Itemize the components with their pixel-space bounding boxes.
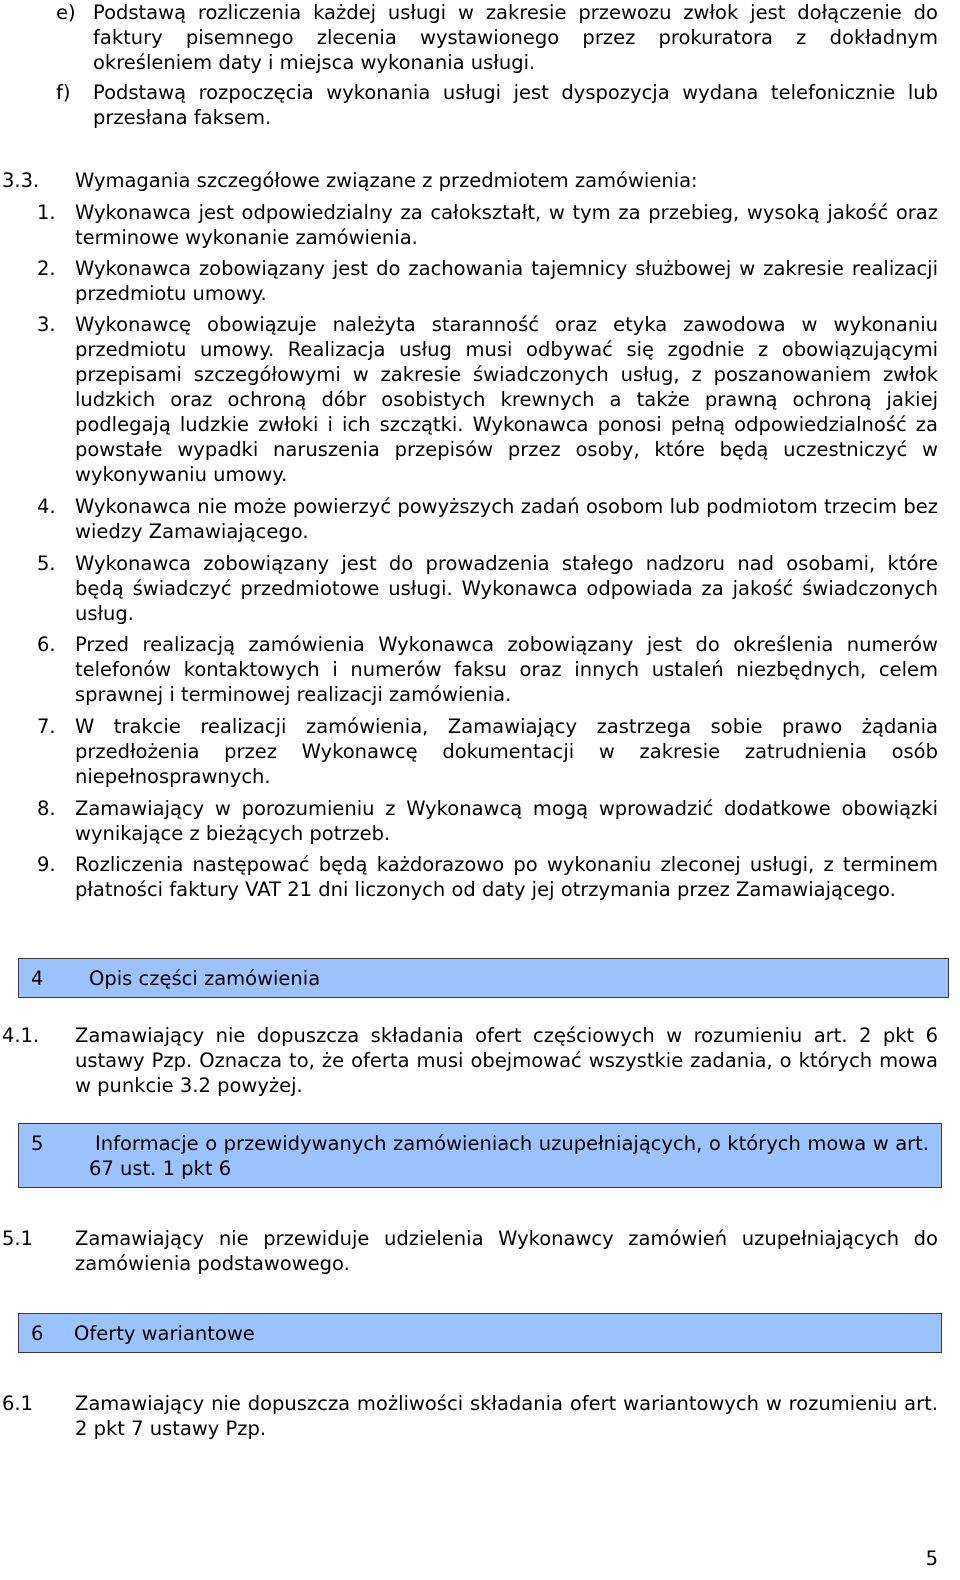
item-number: 9. <box>37 853 56 876</box>
list-item-text: Podstawą rozliczenia każdej usługi w zakresie przewozu zwłok jest dołączenie do faktury pisemnego zlecenia wystawionego przez prokuratora z dokładnym określeniem daty i miejsca wykonania usługi. <box>93 1 938 74</box>
requirement-item-8 <box>37 796 938 846</box>
item-number: 3. <box>37 313 56 336</box>
requirement-item-4 <box>37 494 938 544</box>
section-6-header <box>18 1313 942 1353</box>
item-text: Wykonawca zobowiązany jest do zachowania tajemnicy służbowej w zakresie realizacji przedmiotu umowy. <box>75 257 938 305</box>
item-number: 5. <box>37 552 56 575</box>
para-number: 6.1 <box>2 1392 34 1415</box>
requirement-item-5 <box>37 551 938 626</box>
list-item-text: Podstawą rozpoczęcia wykonania usługi jest dyspozycja wydana telefonicznie lub przesłana faksem. <box>93 81 938 129</box>
requirement-item-3 <box>37 312 938 487</box>
requirement-item-7 <box>37 714 938 789</box>
item-number: 6. <box>37 633 56 656</box>
para-number: 5.1 <box>2 1227 34 1250</box>
item-number: 2. <box>37 257 56 280</box>
list-marker: f) <box>56 81 71 104</box>
para-text: Zamawiający nie przewiduje udzielenia Wykonawcy zamówień uzupełniających do zamówienia podstawowego. <box>75 1227 938 1275</box>
item-number: 4. <box>37 495 56 518</box>
para-number: 4.1. <box>2 1024 40 1047</box>
item-number: 7. <box>37 715 56 738</box>
section-number: 6 <box>31 1322 44 1345</box>
section-number: 4 <box>31 967 44 990</box>
list-item-f <box>56 80 938 130</box>
item-text: Wykonawca nie może powierzyć powyższych zadań osobom lub podmiotom trzecim bez wiedzy Zamawiającego. <box>75 495 938 543</box>
section-5-header <box>18 1123 942 1188</box>
section-3-3-heading <box>2 168 938 193</box>
page-number: 5 <box>925 1547 938 1570</box>
item-text: Przed realizacją zamówienia Wykonawca zobowiązany jest do określenia numerów telefonów kontaktowych i numerów faksu oraz innych ustaleń niezbędnych, celem sprawnej i terminowej realizacji zamówienia. <box>75 633 938 706</box>
item-number: 1. <box>37 201 56 224</box>
item-text: Rozliczenia następować będą każdorazowo po wykonaniu zleconej usługi, z terminem płatności faktury VAT 21 dni liczonych od daty jej otrzymania przez Zamawiającego. <box>75 853 938 901</box>
section-title: Oferty wariantowe <box>74 1322 255 1345</box>
item-text: W trakcie realizacji zamówienia, Zamawiający zastrzega sobie prawo żądania przedłożenia przez Wykonawcę dokumentacji w zakresie zatrudnienia osób niepełnosprawnych. <box>75 715 938 788</box>
section-4-paragraph <box>2 1023 938 1098</box>
item-text: Wykonawca zobowiązany jest do prowadzenia stałego nadzoru nad osobami, które będą świadczyć przedmiotowe usługi. Wykonawca odpowiada za jakość świadczonych usług. <box>75 552 938 625</box>
item-text: Wykonawcę obowiązuje należyta staranność oraz etyka zawodowa w wykonaniu przedmiotu umowy. Realizacja usług musi odbywać się zgodnie z obowiązującymi przepisami szczegółowymi w zakresie świadczonych usług, z poszanowaniem zwłok ludzkich oraz ochroną dóbr osobistych krewnych a także prawną ochroną jakiej podlegają ludzkie zwłoki i ich szczątki. Wykonawca ponosi pełną odpowiedzialność za powstałe wypadki naruszenia przepisów przez osoby, które będą uczestniczyć w wykonywaniu umowy. <box>75 313 938 486</box>
item-text: Zamawiający w porozumieniu z Wykonawcą mogą wprowadzić dodatkowe obowiązki wynikające z bieżących potrzeb. <box>75 797 938 845</box>
requirement-item-6 <box>37 632 938 707</box>
section-number: 3.3. <box>2 169 40 192</box>
section-title: Wymagania szczegółowe związane z przedmiotem zamówienia: <box>75 169 698 192</box>
para-text: Zamawiający nie dopuszcza możliwości składania ofert wariantowych w rozumieniu art. 2 pkt 7 ustawy Pzp. <box>75 1392 938 1440</box>
requirement-item-2 <box>37 256 938 306</box>
section-6-paragraph <box>2 1391 938 1441</box>
item-text: Wykonawca jest odpowiedzialny za całokształt, w tym za przebieg, wysoką jakość oraz terminowe wykonanie zamówienia. <box>75 201 938 249</box>
para-text: Zamawiający nie dopuszcza składania ofert częściowych w rozumieniu art. 2 pkt 6 ustawy Pzp. Oznacza to, że oferta musi obejmować wszystkie zadania, o których mowa w punkcie 3.2 powyżej. <box>75 1024 938 1097</box>
section-number: 5 <box>31 1132 44 1155</box>
section-5-paragraph <box>2 1226 938 1276</box>
section-4-header <box>18 958 949 998</box>
item-number: 8. <box>37 797 56 820</box>
section-title: Opis części zamówienia <box>89 967 321 990</box>
list-item-e <box>56 0 938 75</box>
requirement-item-1 <box>37 200 938 250</box>
requirement-item-9 <box>37 852 938 902</box>
section-title: Informacje o przewidywanych zamówieniach uzupełniających, o których mowa w art. 67 ust. 1 pkt 6 <box>89 1132 929 1180</box>
list-marker: e) <box>56 1 76 24</box>
